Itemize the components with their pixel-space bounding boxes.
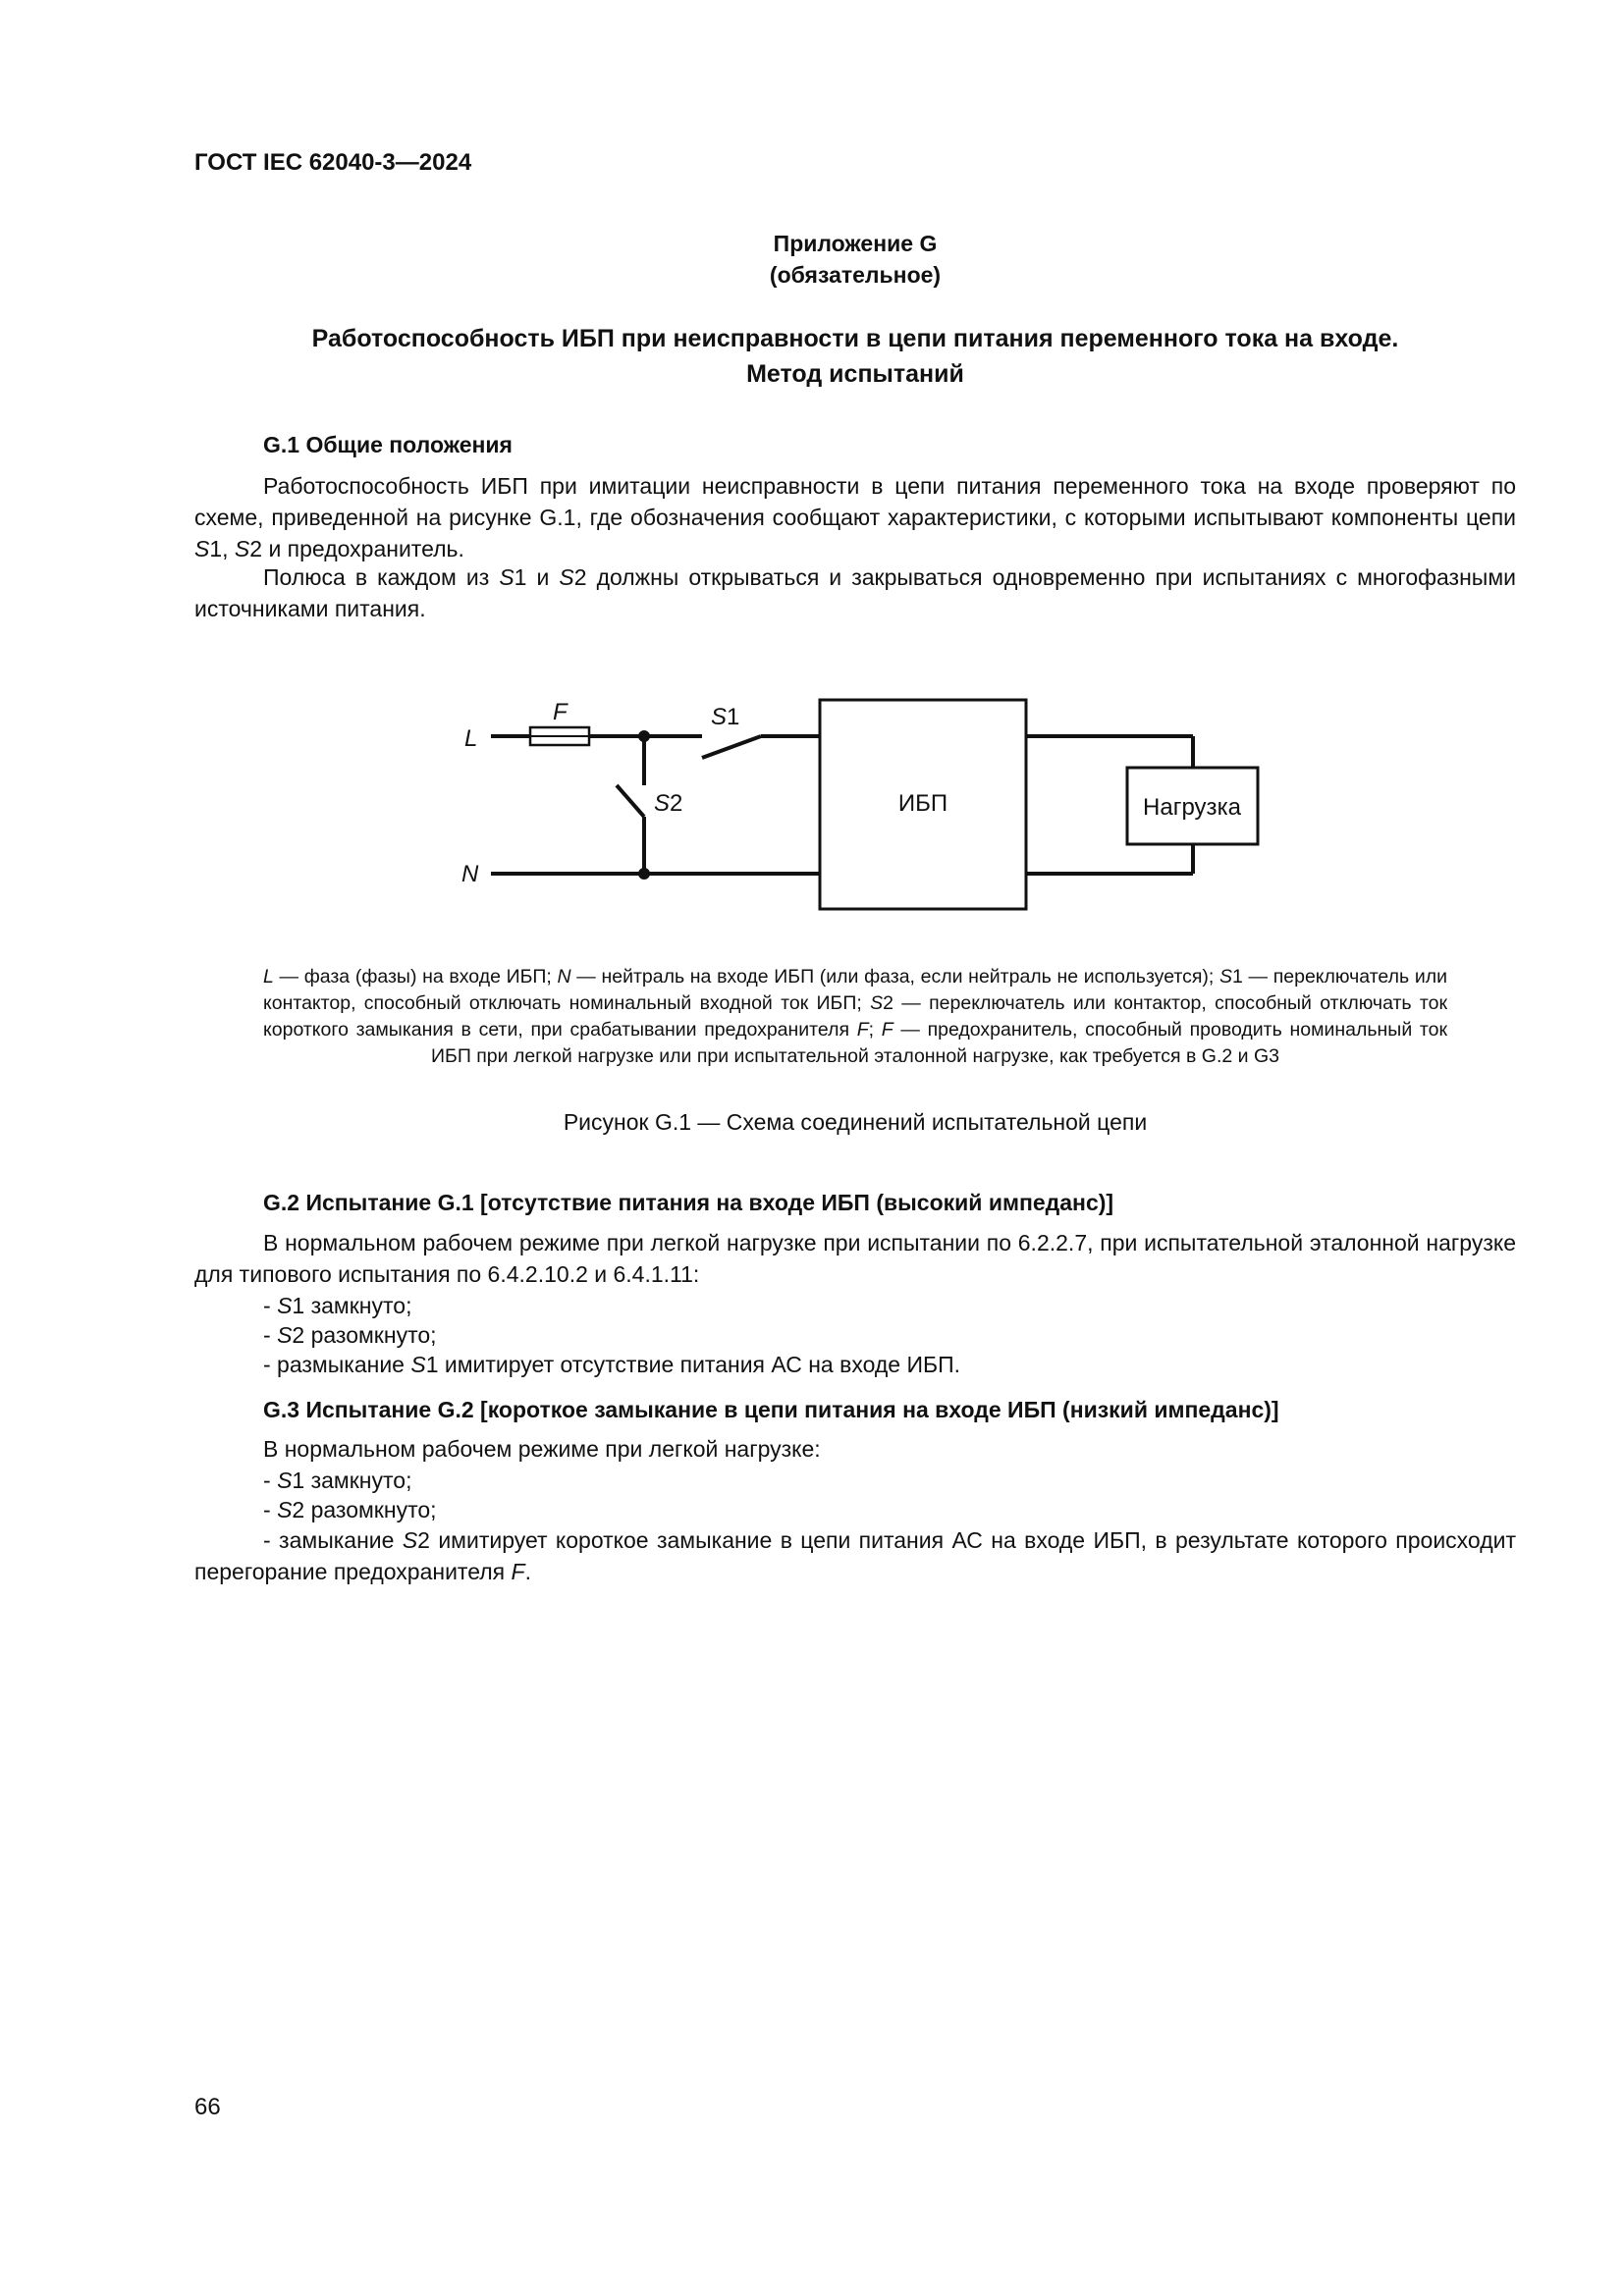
label-l: L [464, 725, 478, 752]
section-g2-item-2: - S2 разомкнуто; [263, 1322, 437, 1348]
section-g3-item-1: - S1 замкнуто; [263, 1468, 412, 1493]
section-g2-heading: G.2 Испытание G.1 [отсутствие питания на входе ИБП (высокий импеданс)] [263, 1190, 1114, 1215]
section-g1-paragraph-1: Работоспособность ИБП при имитации неисправности в цепи питания переменного тока на входе проверяют по схеме, приведенной на рисунке G.1, где обозначения сообщают характеристики, с которыми испытывают компоненты цепи S1, S2 и предохранитель. [194, 473, 1516, 561]
main-title-line2: Метод испытаний [746, 360, 964, 388]
ups-label: ИБП [897, 790, 948, 817]
section-g2-item-3: - размыкание S1 имитирует отсутствие питания АС на входе ИБП. [263, 1352, 960, 1377]
junction-top [638, 730, 650, 742]
load-label: Нагрузка [1143, 794, 1241, 821]
section-g2-item-1: - S1 замкнуто; [263, 1293, 412, 1318]
junction-bottom [638, 868, 650, 880]
section-g1-paragraph-2: Полюса в каждом из S1 и S2 должны открываться и закрываться одновременно при испытаниях с многофазными источниками питания. [194, 564, 1517, 621]
s2-switch-blade [617, 785, 644, 817]
circuit-diagram [0, 0, 1624, 982]
appendix-title: Приложение G [773, 231, 938, 256]
label-s1: S1 [711, 704, 740, 730]
section-g3-item-3: - замыкание S2 имитирует короткое замыкание в цепи питания АС на входе ИБП, в результате которого происходит перегорание предохранителя F. [194, 1527, 1517, 1584]
label-n: N [461, 861, 479, 887]
section-g3-paragraph: В нормальном рабочем режиме при легкой нагрузке: [263, 1436, 821, 1462]
section-g3-item-2: - S2 разомкнуто; [263, 1497, 437, 1522]
section-g3-heading: G.3 Испытание G.2 [короткое замыкание в цепи питания на входе ИБП (низкий импеданс)] [263, 1397, 1279, 1422]
appendix-status: (обязательное) [769, 262, 942, 288]
figure-caption: Рисунок G.1 — Схема соединений испытательной цепи [563, 1109, 1148, 1135]
section-g2-paragraph: В нормальном рабочем режиме при легкой нагрузке при испытании по 6.2.2.7, при испытательной эталонной нагрузке для типового испытания по 6.4.2.10.2 и 6.4.1.11: [194, 1230, 1516, 1287]
main-title-line1: Работоспособность ИБП при неисправности в цепи питания переменного тока на входе. [311, 325, 1399, 352]
s1-switch-blade [702, 736, 761, 758]
document-code: ГОСТ IEC 62040-3—2024 [194, 149, 472, 176]
label-f: F [553, 699, 568, 725]
label-s2: S2 [654, 790, 683, 817]
section-g1-heading: G.1 Общие положения [263, 432, 513, 457]
figure-legend: L — фаза (фазы) на входе ИБП; N — нейтраль на входе ИБП (или фаза, если нейтраль не используется); S1 — переключатель или контактор, способный отключать номинальный входной ток ИБП; S2 — переключатель или контактор, способный отключать ток короткого замыкания в сети, при срабатывании предохранителя F; F — предохранитель, способный проводить номинальный ток ИБП при легкой нагрузке или при испытательной эталонной нагрузке, как требуется в G.2 и G3 [263, 966, 1447, 1067]
page-number: 66 [194, 2094, 221, 2120]
